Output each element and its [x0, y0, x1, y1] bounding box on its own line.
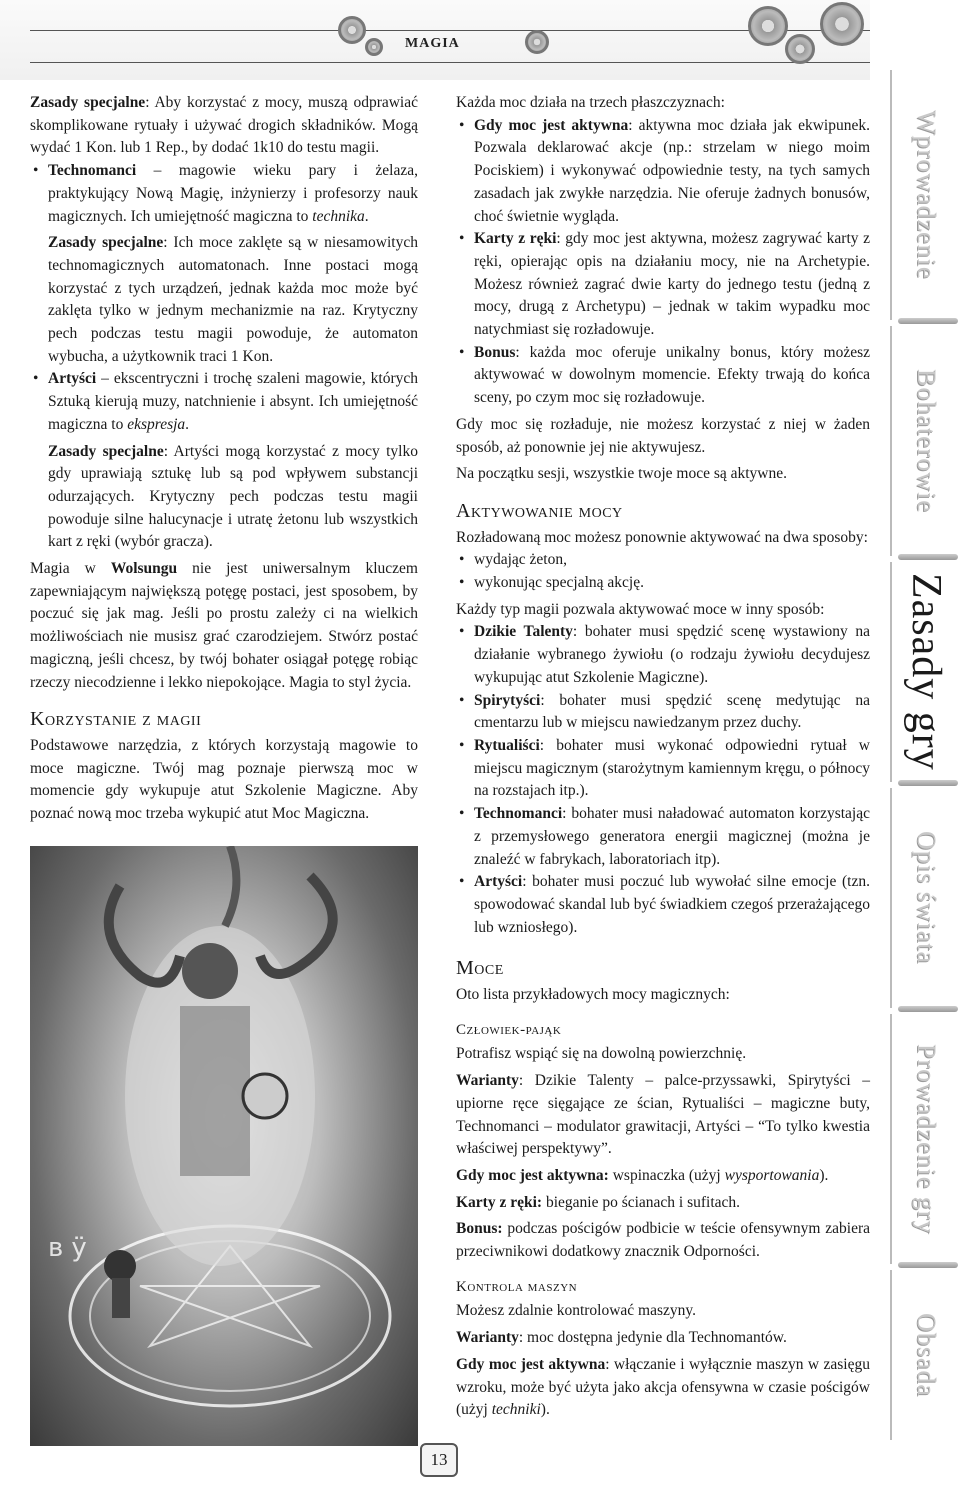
body-paragraph: Potrafisz wspiąć się na dowolną powierzchnię.: [456, 1045, 747, 1063]
rule-paragraph: Zasady specjalne: Artyści mogą korzystać z mocy tylko gdy uprawiają sztukę lub są pod wpływem substancji odurzających. Krytyczny pech podczas testu magii powoduje silne halucynacje i utratę żetonu lub wszystkich kart z ręki (wybór gracza).: [48, 442, 418, 551]
list-item: • Karty z ręki: gdy moc jest aktywna, możesz zagrywać karty z ręki, opierając opis na działaniu mocy, nie na Archetypie. Możesz również zagrać dwie karty do jednego testu (jedną z mocy, drugą z Archetypu) – jednak w takim wypadku moc natychmiast się rozładowuje.: [456, 228, 870, 342]
tab-opis-swiata[interactable]: Opis świata: [890, 788, 960, 1008]
svg-text:ʙ ÿ: ʙ ÿ: [48, 1233, 87, 1263]
header-rule-bottom: [30, 62, 870, 63]
list-item: • wydając żeton,: [456, 549, 870, 572]
subsection-heading: Człowiek-pająk: [456, 1021, 562, 1038]
section-heading: Moce: [456, 957, 504, 980]
list-item: • Bonus: każda moc oferuje unikalny bonus, który możesz aktywować w dowolnym momencie. Efekty trwają do końca sceny, po czym moc się rozładowuje.: [456, 342, 870, 410]
list-item: • wykonując specjalną akcję.: [456, 572, 870, 595]
body-paragraph: Rozładowaną moc możesz ponownie aktywować na dwa sposoby:: [456, 528, 868, 546]
rule-paragraph: Zasady specjalne: Aby korzystać z mocy, muszą odprawiać skomplikowane rytuały i używać drogich składników. Mogą wydać 1 Kon. lub 1 Rep., by dodać 1k10 do testu magii.: [30, 94, 418, 157]
body-paragraph: Możesz zdalnie kontrolować maszyny.: [456, 1302, 697, 1320]
page-number: 13: [420, 1443, 458, 1477]
body-paragraph: Każda moc działa na trzech płaszczyznach:: [456, 94, 725, 111]
gear-icon: [365, 38, 383, 56]
gear-icon: [525, 30, 549, 54]
header-rule-top: [30, 30, 870, 31]
list-item: • Technomanci – magowie wieku pary i żelaza, praktykujący Nową Magię, inżynierzy i profesorzy nauk magicznych. Ich umiejętność magiczna to technika.: [30, 160, 418, 228]
tab-wprowadzenie[interactable]: Wprowadzenie: [890, 70, 960, 320]
list-item: • Artyści: bohater musi poczuć lub wywołać silne emocje (tzn. spowodować skandal lub być świadkiem czegoś przerażającego lub wzniosłego).: [456, 871, 870, 939]
body-paragraph: Bonus: podczas pościgów podbicie w teście ofensywnym zabiera przeciwnikowi dodatkowy znacznik Odporności.: [456, 1220, 870, 1261]
list-item: • Artyści – ekscentryczni i trochę szaleni magowie, których Sztuką kierują muzy, natchnienie i absynt. Ich umiejętność magiczna to ekspresja.: [30, 368, 418, 436]
body-paragraph: Magia w Wolsungu nie jest uniwersalnym kluczem zapewniającym największą potęgę postaci, jest sposobem, by poczuć się jak mag. Jeśli po prostu zależy ci na wielkich możliwościach nie musisz grać czarodziejem. Stwórz postać magiczną, jeśli chcesz, by twój bohater osiągał potęgę robiąc rzeczy niecodzienne i lekko niepokojące. Magia to styl życia.: [30, 560, 418, 691]
list-item: • Technomanci: bohater musi naładować automaton korzystając z przemysłowego generatora energii magicznej (można je znaleźć w fabrykach, laboratoriach itp).: [456, 803, 870, 871]
tab-divider: [898, 780, 958, 786]
body-paragraph: Gdy moc jest aktywna: wspinaczka (użyj wysportowania).: [456, 1166, 829, 1184]
tab-divider: [898, 1006, 958, 1012]
gear-icon: [785, 34, 815, 64]
running-header: MAGIA: [405, 36, 460, 51]
body-paragraph: Oto lista przykładowych mocy magicznych:: [456, 986, 730, 1004]
tab-prowadzenie-gry[interactable]: Prowadzenie gry: [890, 1014, 960, 1264]
body-paragraph: Warianty: moc dostępna jedynie dla Technomantów.: [456, 1329, 787, 1347]
section-heading: Korzystanie z magii: [30, 708, 202, 731]
illustration: [30, 846, 418, 1446]
rule-paragraph: Zasady specjalne: Ich moce zaklęte są w niesamowitych technomagicznych automatonach. Inne postaci mogą korzystać z tych urządzeń, jednak każda moc może być zaklęta tylko w jednym mechanizmie na raz. Krytyczny pech podczas testu magii powoduje, że automaton wybucha, a użytkownik traci 1 Kon.: [48, 234, 418, 365]
body-paragraph: Gdy moc się rozładuje, nie możesz korzystać z niej w żaden sposób, aż ponownie jej nie aktywujesz.: [456, 415, 870, 456]
body-paragraph: Gdy moc jest aktywna: włączanie i wyłącznie maszyn w zasięgu wzroku, może być użyta jako akcja ofensywna w czasie pościgów (użyj techniki).: [456, 1355, 870, 1419]
gear-icon: [748, 6, 788, 46]
tab-bohaterowie[interactable]: Bohaterowie: [890, 326, 960, 556]
body-paragraph: Warianty: Dzikie Talenty – palce-przyssawki, Spirytyści – upiorne ręce sięgające ze ścian, Rytualiści – magiczne buty, Technomanci – modulator grawitacji, Artyści – “To tylko kwestia właściwej perspektywy”.: [456, 1072, 870, 1158]
tab-divider: [898, 1262, 958, 1268]
list-item: • Gdy moc jest aktywna: aktywna moc działa jak ekwipunek. Pozwala deklarować akcje (np.: strzelam w niego moim Pociskiem) i wykonywać odpowiednie testy, na tych samych zasadach jak zwykłe narzędzia. Nie oferuje żadnych bonusów, choć świetnie wygląda.: [456, 115, 870, 229]
list-item: • Rytualiści: bohater musi wykonać odpowiedni rytuał w miejscu magicznym (starożytnym kamiennym kręgu, o północy na rozstajach itp.).: [456, 735, 870, 803]
gear-icon: [820, 2, 864, 46]
tab-divider: [898, 318, 958, 324]
left-column: [30, 92, 418, 826]
list-item: • Dzikie Talenty: bohater musi spędzić scenę wystawiony na działanie wybranego żywiołu (o rodzaju żywiołu decydujesz wykupując atut Szkolenie Magiczne).: [456, 621, 870, 689]
chapter-tabs: [890, 70, 960, 1450]
body-paragraph: Podstawowe narzędzia, z których korzystają magowie to moce magiczne. Twój mag poznaje pierwszą moc w momencie gdy wykupuje atut Szkolenie Magiczne. Aby poznać nową moc trzeba wykupić atut Moc Magiczna.: [30, 736, 418, 823]
gear-icon: [338, 16, 366, 44]
tab-zasady-gry[interactable]: Zasady gry: [890, 562, 960, 782]
subsection-heading: Kontrola maszyn: [456, 1278, 578, 1295]
body-paragraph: Każdy typ magii pozwala aktywować moce w inny sposób:: [456, 600, 825, 618]
body-paragraph: Karty z ręki: bieganie po ścianach i sufitach.: [456, 1193, 741, 1211]
right-column: [456, 92, 870, 1422]
body-paragraph: Na początku sesji, wszystkie twoje moce są aktywne.: [456, 465, 788, 483]
section-heading: Aktywowanie mocy: [456, 499, 623, 522]
tab-divider: [898, 554, 958, 560]
tab-obsada[interactable]: Obsada: [890, 1270, 960, 1440]
list-item: • Spirytyści: bohater musi spędzić scenę medytując na cmentarzu lub w miejscu nawiedzanym przez duchy.: [456, 690, 870, 735]
